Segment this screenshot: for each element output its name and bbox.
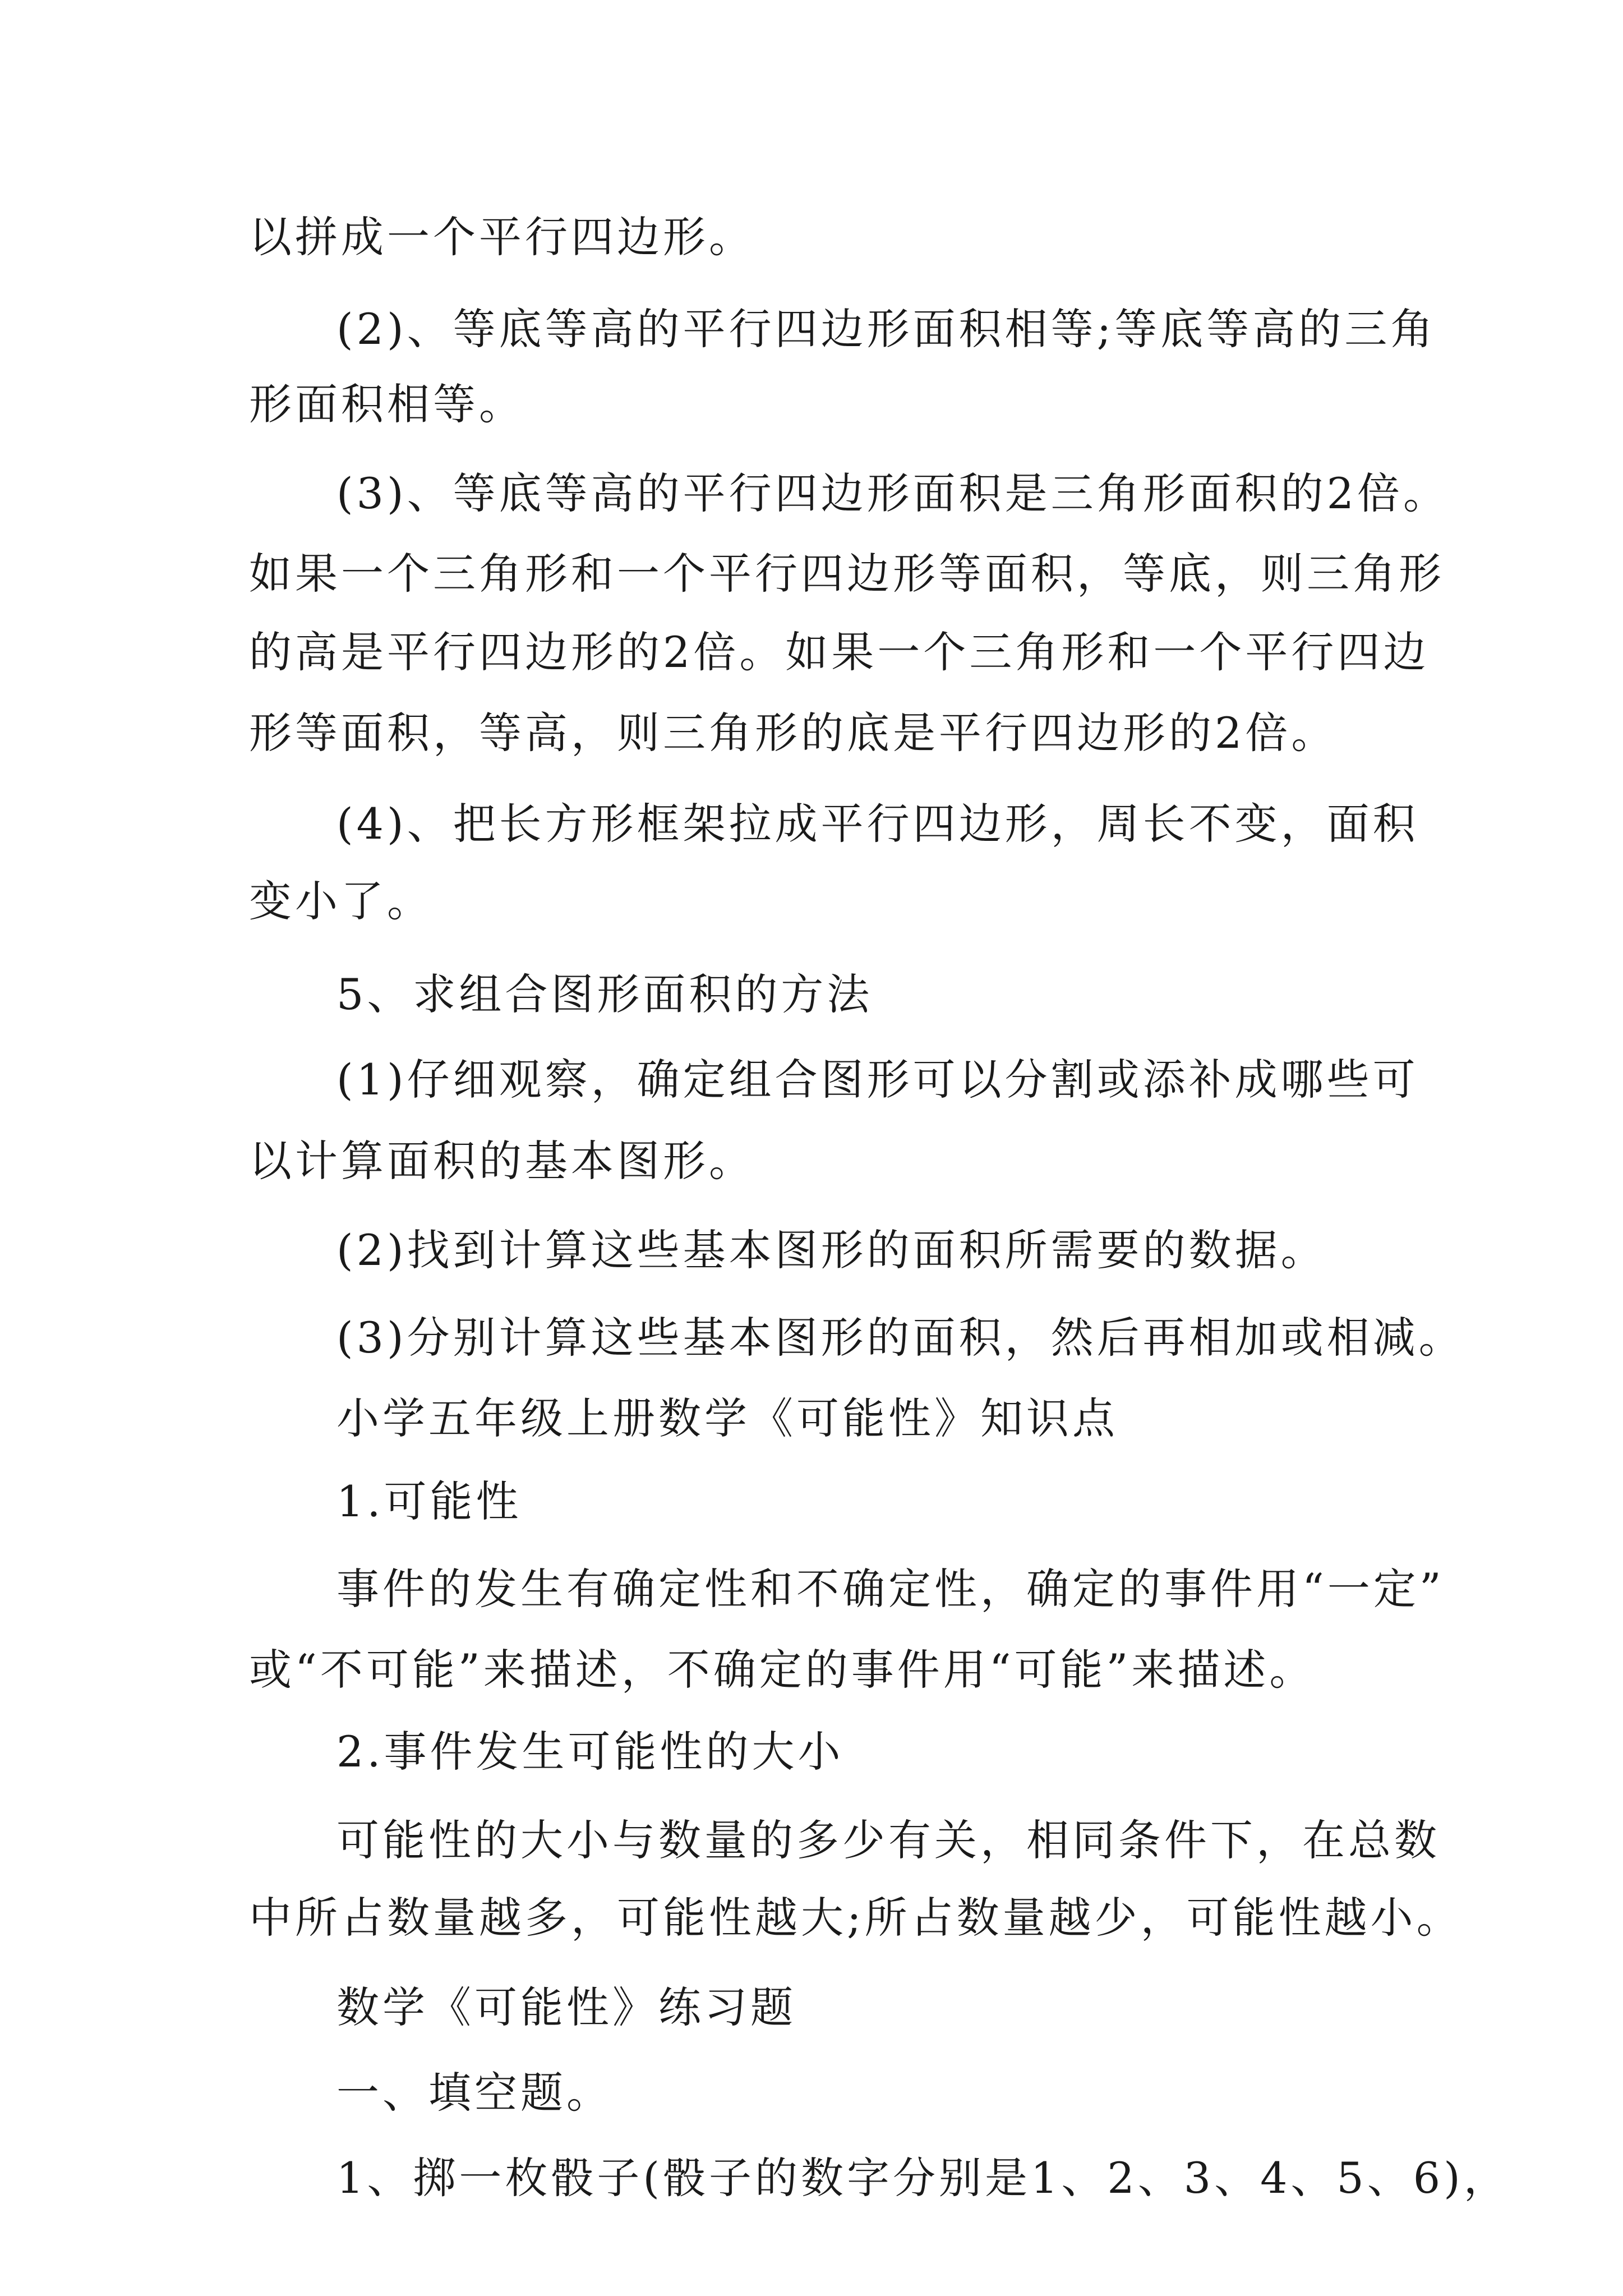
- text-line: (4)、把长方形框架拉成平行四边形，周长不变，面积: [336, 799, 1419, 849]
- text-line: 如果一个三角形和一个平行四边形等面积，等底，则三角形: [249, 549, 1445, 599]
- text-line: 中所占数量越多，可能性越大;所占数量越少，可能性越小。: [249, 1893, 1463, 1943]
- text-line: 变小了。: [249, 876, 433, 926]
- text-line: 或“不可能”来描述，不确定的事件用“可能”来描述。: [249, 1645, 1316, 1695]
- text-line: 1、掷一枚骰子(骰子的数字分别是1、2、3、4、5、6)，: [336, 2153, 1510, 2203]
- section-heading: 一、填空题。: [336, 2068, 612, 2118]
- section-heading: 5、求组合图形面积的方法: [336, 969, 873, 1019]
- text-line: 以拼成一个平行四边形。: [249, 212, 755, 262]
- text-line: (2)找到计算这些基本图形的面积所需要的数据。: [336, 1225, 1327, 1275]
- text-line: (2)、等底等高的平行四边形面积相等;等底等高的三角: [336, 304, 1437, 354]
- text-line: 可能性的大小与数量的多少有关，相同条件下，在总数: [336, 1815, 1440, 1865]
- text-line: 以计算面积的基本图形。: [249, 1136, 755, 1186]
- text-line: 的高是平行四边形的2倍。如果一个三角形和一个平行四边: [249, 627, 1430, 677]
- text-line: 事件的发生有确定性和不确定性，确定的事件用“一定”: [336, 1564, 1445, 1614]
- text-line: 形面积相等。: [249, 379, 525, 429]
- text-line: (3)分别计算这些基本图形的面积，然后再相加或相减。: [336, 1313, 1465, 1363]
- text-line: 形等面积，等高，则三角形的底是平行四边形的2倍。: [249, 708, 1338, 758]
- text-line: (1)仔细观察，确定组合图形可以分割或添补成哪些可: [336, 1055, 1419, 1105]
- section-heading: 1.可能性: [336, 1476, 522, 1526]
- text-line: (3)、等底等高的平行四边形面积是三角形面积的2倍。: [336, 468, 1450, 518]
- section-heading: 小学五年级上册数学《可能性》知识点: [336, 1393, 1118, 1443]
- section-heading: 数学《可能性》练习题: [336, 1982, 796, 2032]
- section-heading: 2.事件发生可能性的大小: [336, 1727, 844, 1777]
